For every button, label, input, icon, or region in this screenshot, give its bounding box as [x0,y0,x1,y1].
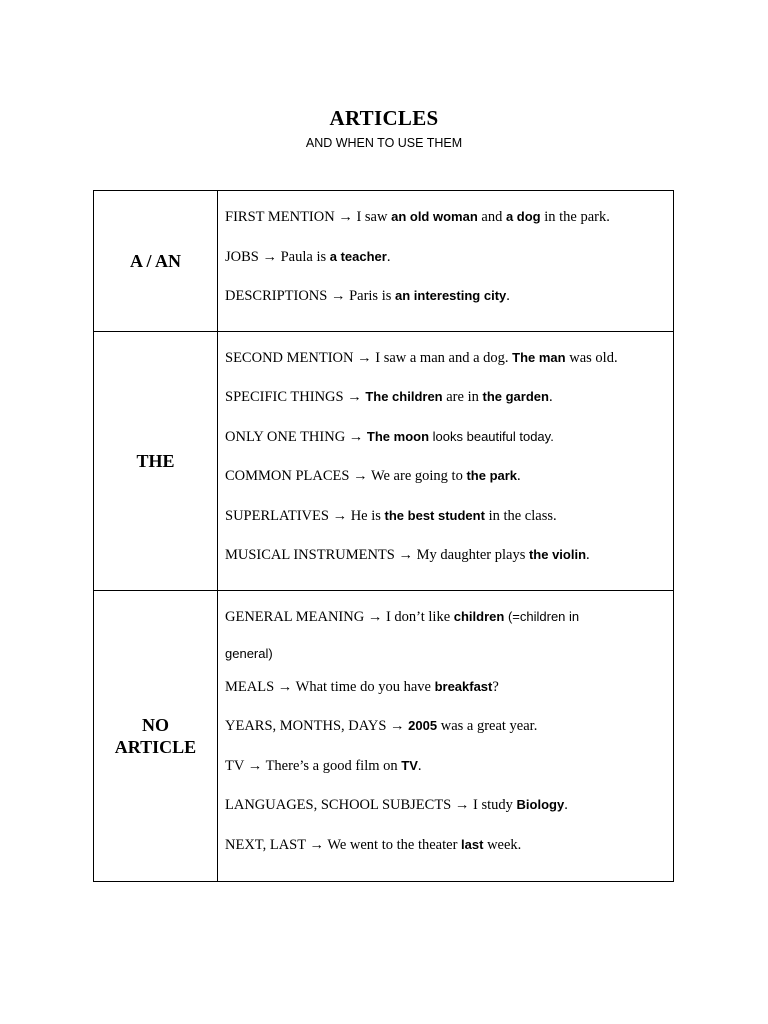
rule-descriptions: DESCRIPTIONS → Paris is an interesting city. [225,288,510,304]
rule-musical-instruments: MUSICAL INSTRUMENTS → My daughter plays the violin. [225,547,590,563]
section-the [94,332,674,591]
rule-jobs: JOBS → Paula is a teacher. [225,249,391,265]
section-no-article [94,591,674,882]
rule-years-months-days: YEARS, MONTHS, DAYS → 2005 was a great year. [225,718,538,734]
rule-general-meaning: GENERAL MEANING → I don’t like children (=children in [225,609,580,625]
articles-table [93,190,674,882]
section-a-an [94,191,674,332]
page-subtitle: AND WHEN TO USE THEM [305,136,463,150]
section-label: NO ARTICLE [94,591,218,882]
rule-next-last: NEXT, LAST → We went to the theater last week. [225,837,522,853]
rule-languages-school-subjects: LANGUAGES, SCHOOL SUBJECTS → I study Biology. [225,797,568,813]
rule-only-one-thing: ONLY ONE THING → The moon looks beautiful today. [225,429,554,445]
rule-specific-things: SPECIFIC THINGS → The children are in the garden. [225,389,553,405]
rule-meals: MEALS → What time do you have breakfast? [225,679,499,695]
rule-general-meaning-continued: general) [225,646,273,661]
page-title: ARTICLES [329,106,439,130]
section-label: THE [94,332,218,591]
rule-common-places: COMMON PLACES → We are going to the park. [225,468,521,484]
rule-first-mention: FIRST MENTION → I saw an old woman and a dog in the park. [225,209,610,225]
rule-second-mention: SECOND MENTION → I saw a man and a dog. The man was old. [225,350,618,366]
rule-tv: TV → There’s a good film on TV. [225,758,422,774]
section-label: A / AN [94,191,218,332]
rule-superlatives: SUPERLATIVES → He is the best student in the class. [225,508,557,524]
